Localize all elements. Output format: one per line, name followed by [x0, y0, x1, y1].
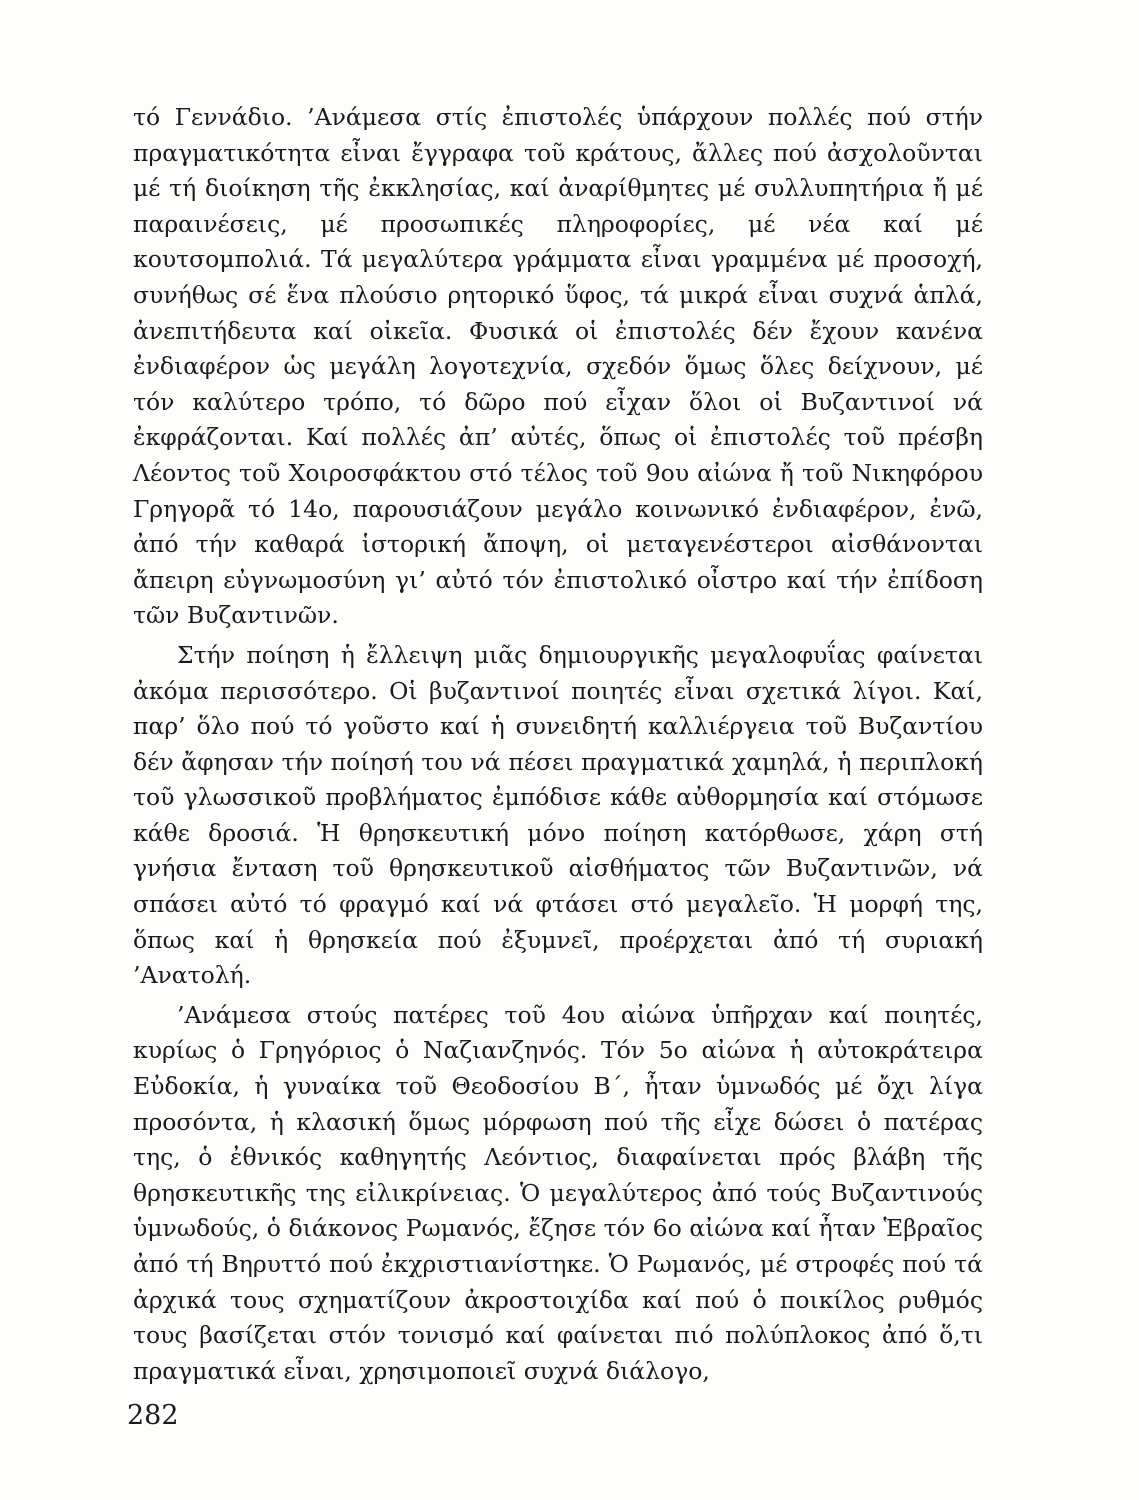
paragraph-letters: τό Γεννάδιο. ’Ανάμεσα στίς ἐπιστολές ὑπάρχουν πολλές πού στήν πραγματικότητα εἶναι ἔγγραφα τοῦ κράτους, ἄλλες πού ἀσχολοῦνται μέ τή διοίκηση τῆς ἐκκλησίας, καί ἀναρίθμητες μέ συλλυπητήρια ἤ μέ παραινέσεις, μέ προσωπικές πληροφορίες, μέ νέα καί μέ κουτσομπολιά. Τά μεγαλύτερα γράμματα εἶναι γραμμένα μέ προσοχή, συνήθως σέ ἕνα πλούσιο ρητορικό ὕφος, τά μικρά εἶναι συχνά ἁπλά, ἀνεπιτήδευτα καί οἰκεῖα. Φυσικά οἱ ἐπιστολές δέν ἔχουν κανένα ἐνδιαφέρον ὡς μεγάλη λογοτεχνία, σχεδόν ὅμως ὅλες δείχνουν, μέ τόν καλύτερο τρόπο, τό δῶρο πού εἶχαν ὅλοι οἱ Βυζαντινοί νά ἐκφράζονται. Καί πολλές ἀπ’ αὐτές, ὅπως οἱ ἐπιστολές τοῦ πρέσβη Λέοντος τοῦ Χοιροσφάκτου στό τέλος τοῦ 9ου αἰώνα ἤ τοῦ Νικηφόρου Γρηγορᾶ τό 14ο, παρουσιάζουν μεγάλο κοινωνικό ἐνδιαφέρον, ἐνῶ, ἀπό τήν καθαρά ἱστορική ἄποψη, οἱ μεταγενέστεροι αἰσθάνονται ἄπειρη εὐγνωμοσύνη γι’ αὐτό τόν ἐπιστολικό οἶστρο καί τήν ἐπίδοση τῶν Βυζαντινῶν.	[133, 103, 983, 630]
paragraph-hymnographers: ’Ανάμεσα στούς πατέρες τοῦ 4ου αἰώνα ὑπῆρχαν καί ποιητές, κυρίως ὁ Γρηγόριος ὁ Ναζιανζηνός. Τόν 5ο αἰώνα ἡ αὐτοκράτειρα Εὐδοκία, ἡ γυναίκα τοῦ Θεοδοσίου Β΄, ἦταν ὑμνωδός μέ ὄχι λίγα προσόντα, ἡ κλασική ὅμως μόρφωση πού τῆς εἶχε δώσει ὁ πατέρας της, ὁ ἐθνικός καθηγητής Λεόντιος, διαφαίνεται πρός βλάβη τῆς θρησκευτικῆς της εἰλικρίνειας. Ὁ μεγαλύτερος ἀπό τούς Βυζαντινούς ὑμνωδούς, ὁ διάκονος Ρωμανός, ἔζησε τόν 6ο αἰώνα καί ἦταν Ἑβραῖος ἀπό τή Βηρυττό πού ἐκχριστιανίστηκε. Ὁ Ρωμανός, μέ στροφές πού τά ἀρχικά τους σχηματίζουν ἀκροστοιχίδα καί πού ὁ ποικίλος ρυθμός τους βασίζεται στόν τονισμό καί φαίνεται πιό πολύπλοκος ἀπό ὅ,τι πραγματικά εἶναι, χρησιμοποιεῖ συχνά διάλογο,	[133, 1000, 983, 1385]
page-number: 282	[127, 1400, 179, 1431]
body-text	[133, 100, 983, 1389]
paragraph-poetry: Στήν ποίηση ἡ ἔλλειψη μιᾶς δημιουργικῆς μεγαλοφυΐας φαίνεται ἀκόμα περισσότερο. Οἱ βυζαντινοί ποιητές εἶναι σχετικά λίγοι. Καί, παρ’ ὅλο πού τό γοῦστο καί ἡ συνειδητή καλλιέργεια τοῦ Βυζαντίου δέν ἄφησαν τήν ποίησή του νά πέσει πραγματικά χαμηλά, ἡ περιπλοκή τοῦ γλωσσικοῦ προβλήματος ἐμπόδισε κάθε αὐθορμησία καί στόμωσε κάθε δροσιά. Ἡ θρησκευτική μόνο ποίηση κατόρθωσε, χάρη στή γνήσια ἔνταση τοῦ θρησκευτικοῦ αἰσθήματος τῶν Βυζαντινῶν, νά σπάσει αὐτό τό φραγμό καί νά φτάσει στό μεγαλεῖο. Ἡ μορφή της, ὅπως καί ἡ θρησκεία πού ἐξυμνεῖ, προέρχεται ἀπό τή συριακή ’Ανατολή.	[133, 640, 983, 990]
